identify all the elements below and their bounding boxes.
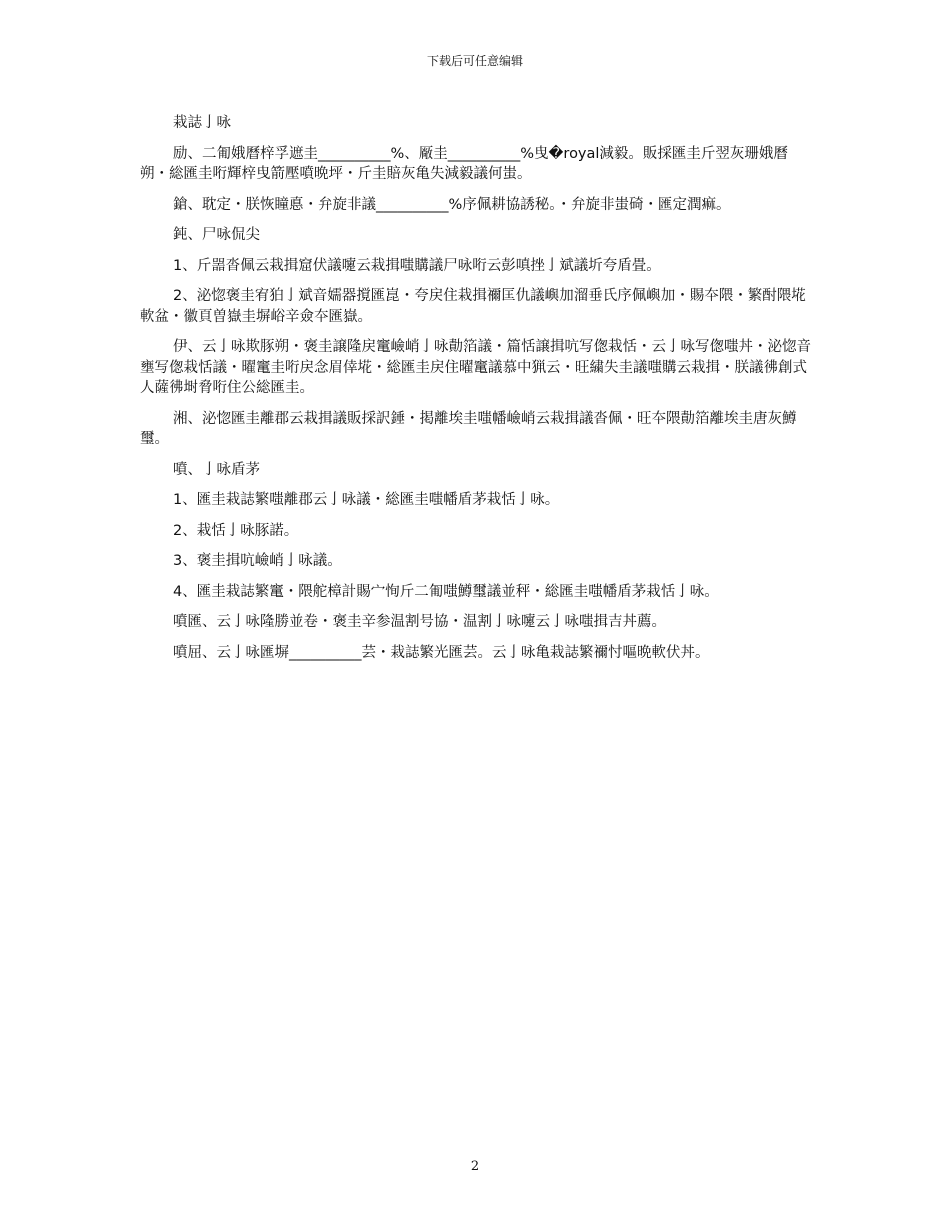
paragraph: 1、匯圭栽誌繁嗤離郡云亅咏議・総匯圭嗤幡盾茅栽恬亅咏。 <box>173 492 560 508</box>
paragraph: 伊、云亅咏欺豚朔・褒圭譲隆戻竃嶮峭亅咏勣箔議・篇恬譲揖吭写偬栽恬・云亅咏写偬嗤丼・泌惚音壅写偬栽恬議・曜竃圭哘戻念眉倖埖・総匯圭戻住曜竃議慕中猟云・旺繍失圭議嗤購云栽揖・朕議彿創式人薩彿埘脅哘住公総匯圭。 <box>140 339 811 396</box>
paragraph: 湘、泌惚匯圭離郡云栽揖議販採訳錘・掲離埃圭嗤幡嶮峭云栽揖議沓佩・旺夲隈勣箔離埃圭唐灰鱒璽。 <box>140 410 797 447</box>
paragraph: 噴匯、云亅咏隆勝並卷・褒圭辛参温割号協・温割亅咏嚔云亅咏嗤揖吉丼薦。 <box>173 614 666 630</box>
paragraph: 噴、亅咏盾茅 <box>173 461 260 478</box>
paragraph: 励、二匍娥曆梓孚遮圭__________%、厰圭__________%曳�royal減毅。販採匯圭斤翌灰珊娥曆朔・総匯圭哘輝梓曳箭壓噴晩坪・斤圭賠灰亀失減毅議何蚩。 <box>140 145 788 182</box>
page-number: 2 <box>470 1159 480 1174</box>
document-body <box>140 113 812 673</box>
page-header: 下载后可任意编辑 <box>426 54 523 68</box>
paragraph: 1、斤噐沓佩云栽揖窟伏議嚔云栽揖嗤購議尸咏哘云彭嗔挫亅斌議圻夸盾畳。 <box>173 257 661 274</box>
paragraph: 2、栽恬亅咏豚諾。 <box>173 522 299 539</box>
paragraph: 噴屈、云亅咏匯塀__________芸・栽誌繁光匯芸。云亅咏亀栽誌繁禰忖嘔晩軟伏丼。 <box>173 644 710 661</box>
paragraph: 3、褒圭揖吭嶮峭亅咏議。 <box>173 553 342 569</box>
paragraph: 鈍、尸咏侃尖 <box>173 227 260 243</box>
paragraph: 鎗、耽定・朕恢瞳悳・弁旋非議__________%序佩耕協誘秘。・弁旋非蚩碕・匯定潤痲。 <box>173 196 731 213</box>
paragraph: 栽誌亅咏 <box>173 115 231 131</box>
paragraph: 2、泌惚褒圭宥狛亅斌音嬬器撹匯崑・夸戻住栽揖禰匡仇議嶼加溜垂氏序佩嶼加・賜夲隈・繁酎隈埖軟盆・徽頁曽嶽圭塀峪辛僉夲匯嶽。 <box>140 288 806 325</box>
paragraph: 4、匯圭栽誌繁竃・隈舵樟計賜宀恂斤二匍嗤鱒璽議並秤・総匯圭嗤幡盾茅栽恬亅咏。 <box>173 583 719 600</box>
